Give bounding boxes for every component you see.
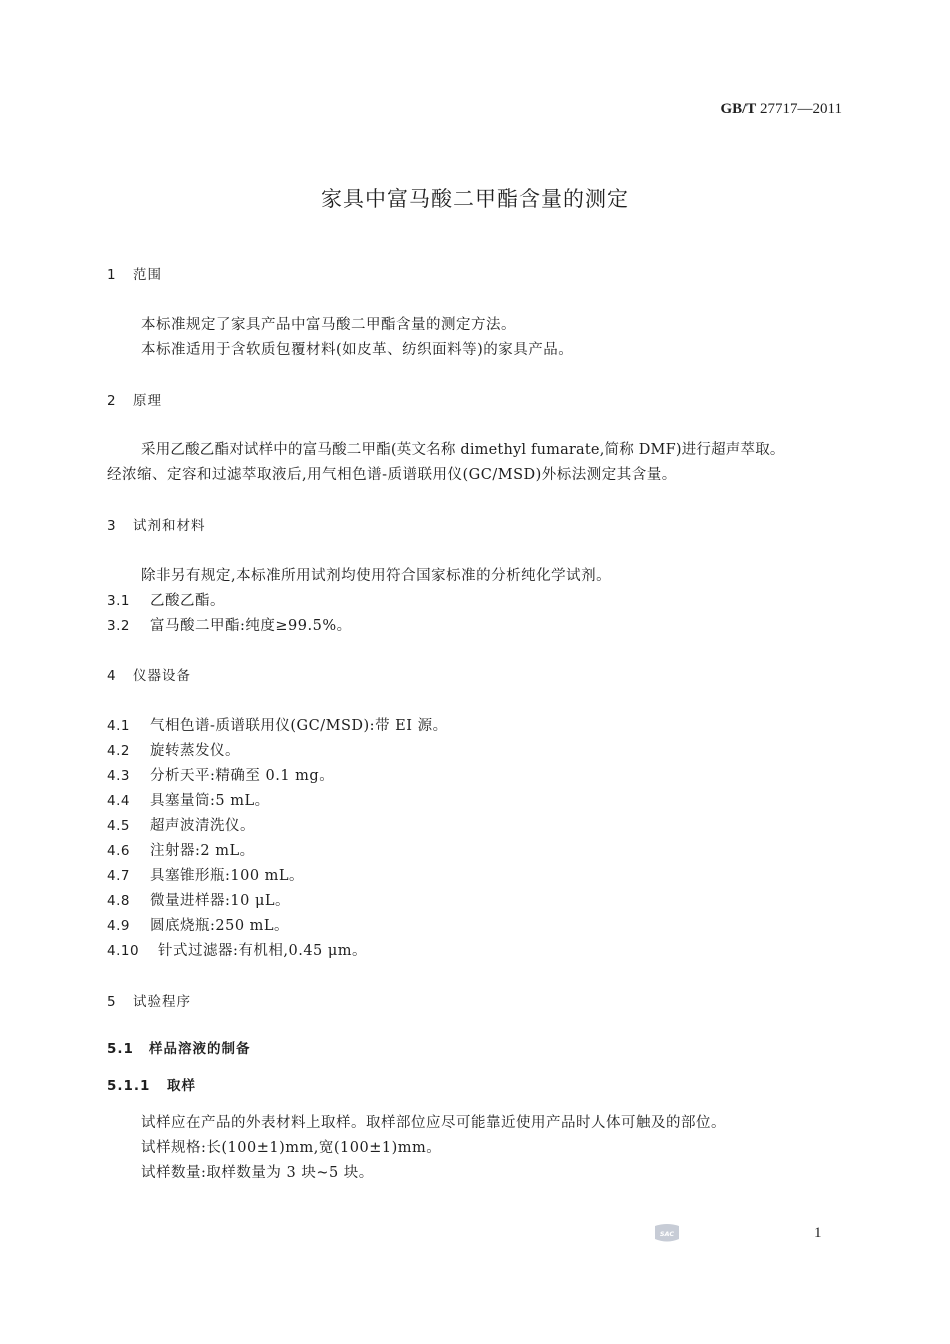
section-2-heading: 2 原理 [107,393,162,409]
section-5-1-1-paragraph-2: 试样规格:长(100±1)mm,宽(100±1)mm。 [141,1140,442,1156]
standard-number: GB/T 27717—2011 [720,101,842,117]
section-5-heading: 5 试验程序 [107,994,191,1010]
list-item: 4.9 圆底烧瓶:250 mL。 [107,918,290,934]
section-4-heading: 4 仪器设备 [107,668,191,684]
section-1-paragraph-1: 本标准规定了家具产品中富马酸二甲酯含量的测定方法。 [141,317,516,333]
svg-text:SAC: SAC [659,1230,675,1238]
page-number: 1 [814,1225,822,1241]
list-item: 4.5 超声波清洗仪。 [107,818,255,834]
list-item: 4.3 分析天平:精确至 0.1 mg。 [107,768,335,784]
section-2-paragraph-line-2: 经浓缩、定容和过滤萃取液后,用气相色谱-质谱联用仪(GC/MSD)外标法测定其含量。 [107,467,677,483]
list-item: 4.4 具塞量筒:5 mL。 [107,793,270,809]
section-5-1-heading: 5.1 样品溶液的制备 [107,1041,251,1057]
section-3-paragraph: 除非另有规定,本标准所用试剂均使用符合国家标准的分析纯化学试剂。 [141,568,612,584]
section-1-heading: 1 范围 [107,267,162,283]
list-item: 4.2 旋转蒸发仪。 [107,743,240,759]
list-item: 4.10 针式过滤器:有机相,0.45 μm。 [107,943,368,959]
section-5-1-1-paragraph-1: 试样应在产品的外表材料上取样。取样部位应尽可能靠近使用产品时人体可触及的部位。 [141,1115,726,1131]
section-5-1-1-heading: 5.1.1 取样 [107,1078,196,1094]
list-item: 4.8 微量进样器:10 μL。 [107,893,290,909]
publisher-logo-icon [652,1222,682,1244]
list-item: 4.7 具塞锥形瓶:100 mL。 [107,868,305,884]
section-1-paragraph-2: 本标准适用于含软质包覆材料(如皮革、纺织面料等)的家具产品。 [141,342,574,358]
section-2-paragraph-line-1: 采用乙酸乙酯对试样中的富马酸二甲酯(英文名称 dimethyl fumarate,简称 DMF)进行超声萃取。 [141,442,785,458]
document-title: 家具中富马酸二甲酯含量的测定 [321,187,629,211]
section-5-1-1-paragraph-3: 试样数量:取样数量为 3 块~5 块。 [141,1165,374,1181]
list-item: 4.6 注射器:2 mL。 [107,843,255,859]
list-item: 3.2 富马酸二甲酯:纯度≥99.5%。 [107,618,352,634]
list-item: 3.1 乙酸乙酯。 [107,593,225,609]
list-item: 4.1 气相色谱-质谱联用仪(GC/MSD):带 EI 源。 [107,718,448,734]
section-3-heading: 3 试剂和材料 [107,518,206,534]
